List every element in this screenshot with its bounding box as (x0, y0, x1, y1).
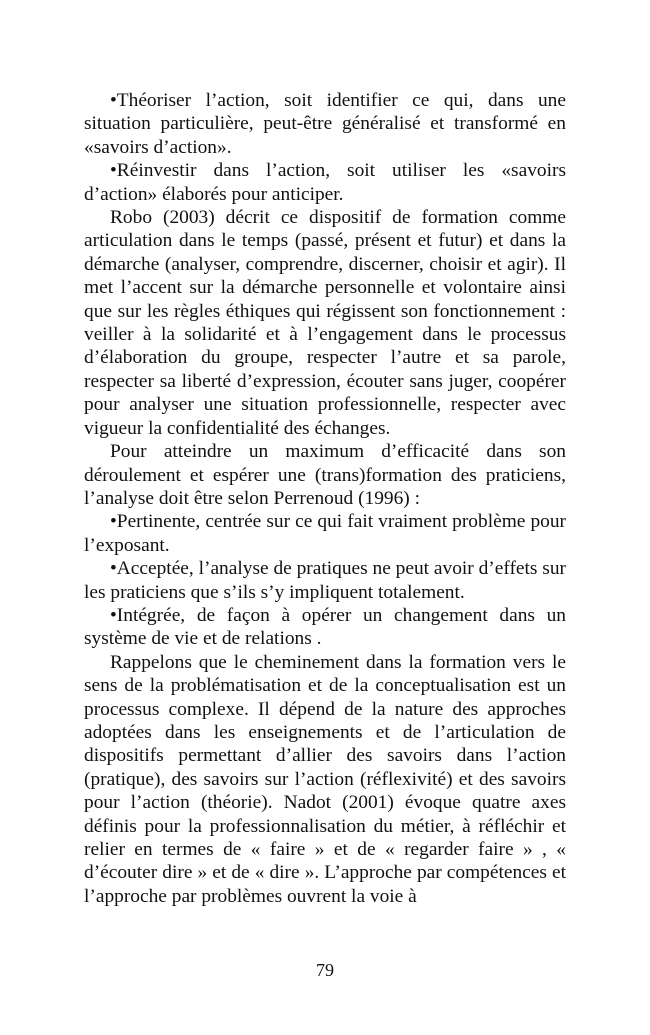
bullet-theoriser: •Théoriser l’action, soit identifier ce qui, dans une situation particulière, peut-être généralisé et transformé en «savoirs d’action». (84, 90, 566, 158)
bullet-acceptee: •Acceptée, l’analyse de pratiques ne peut avoir d’effets sur les praticiens que s’ils s’y impliquent totalement. (84, 558, 566, 603)
bullet-pertinente: •Pertinente, centrée sur ce qui fait vraiment problème pour l’exposant. (84, 511, 566, 556)
page-number: 79 (316, 960, 334, 980)
bullet-integree: •Intégrée, de façon à opérer un changement dans un système de vie et de relations . (84, 604, 566, 650)
bullet-reinvestir: •Réinvestir dans l’action, soit utiliser les «savoirs d’action» élaborés pour anticiper. (84, 160, 566, 205)
paragraph-robo: Robo (2003) décrit ce dispositif de formation comme articulation dans le temps (passé, présent et futur) et dans la démarche (analyser, comprendre, discerner, choisir et agir). Il met l’accent sur la démarche personnelle et volontaire ainsi que sur les règles éthiques qui régissent son fonctionnement : veiller à la solidarité et à l’engagement dans le processus d’élaboration du groupe, respecter l’autre et sa parole, respecter sa liberté d’expression, écouter sans juger, coopérer pour analyser une situation professionnelle, respecter avec vigueur la confidentialité des échanges. (84, 207, 566, 439)
paragraph-perrenoud: Pour atteindre un maximum d’efficacité dans son déroulement et espérer une (trans)formation des praticiens, l’analyse doit être selon Perrenoud (1996) : (84, 441, 566, 509)
page-body (84, 89, 566, 908)
paragraph-rappelons: Rappelons que le cheminement dans la formation vers le sens de la problématisation et de la conceptualisation est un processus complexe. Il dépend de la nature des approches adoptées dans les enseignements et de l’articulation de dispositifs permettant d’allier des savoirs dans l’action (pratique), des savoirs sur l’action (réflexivité) et des savoirs pour l’action (théorie). Nadot (2001) évoque quatre axes définis pour la professionnalisation du métier, à réfléchir et relier en termes de « faire » et de « regarder faire » , « d’écouter dire » et de « dire ». L’approche par compétences et l’approche par problèmes ouvrent la voie à (84, 651, 566, 907)
